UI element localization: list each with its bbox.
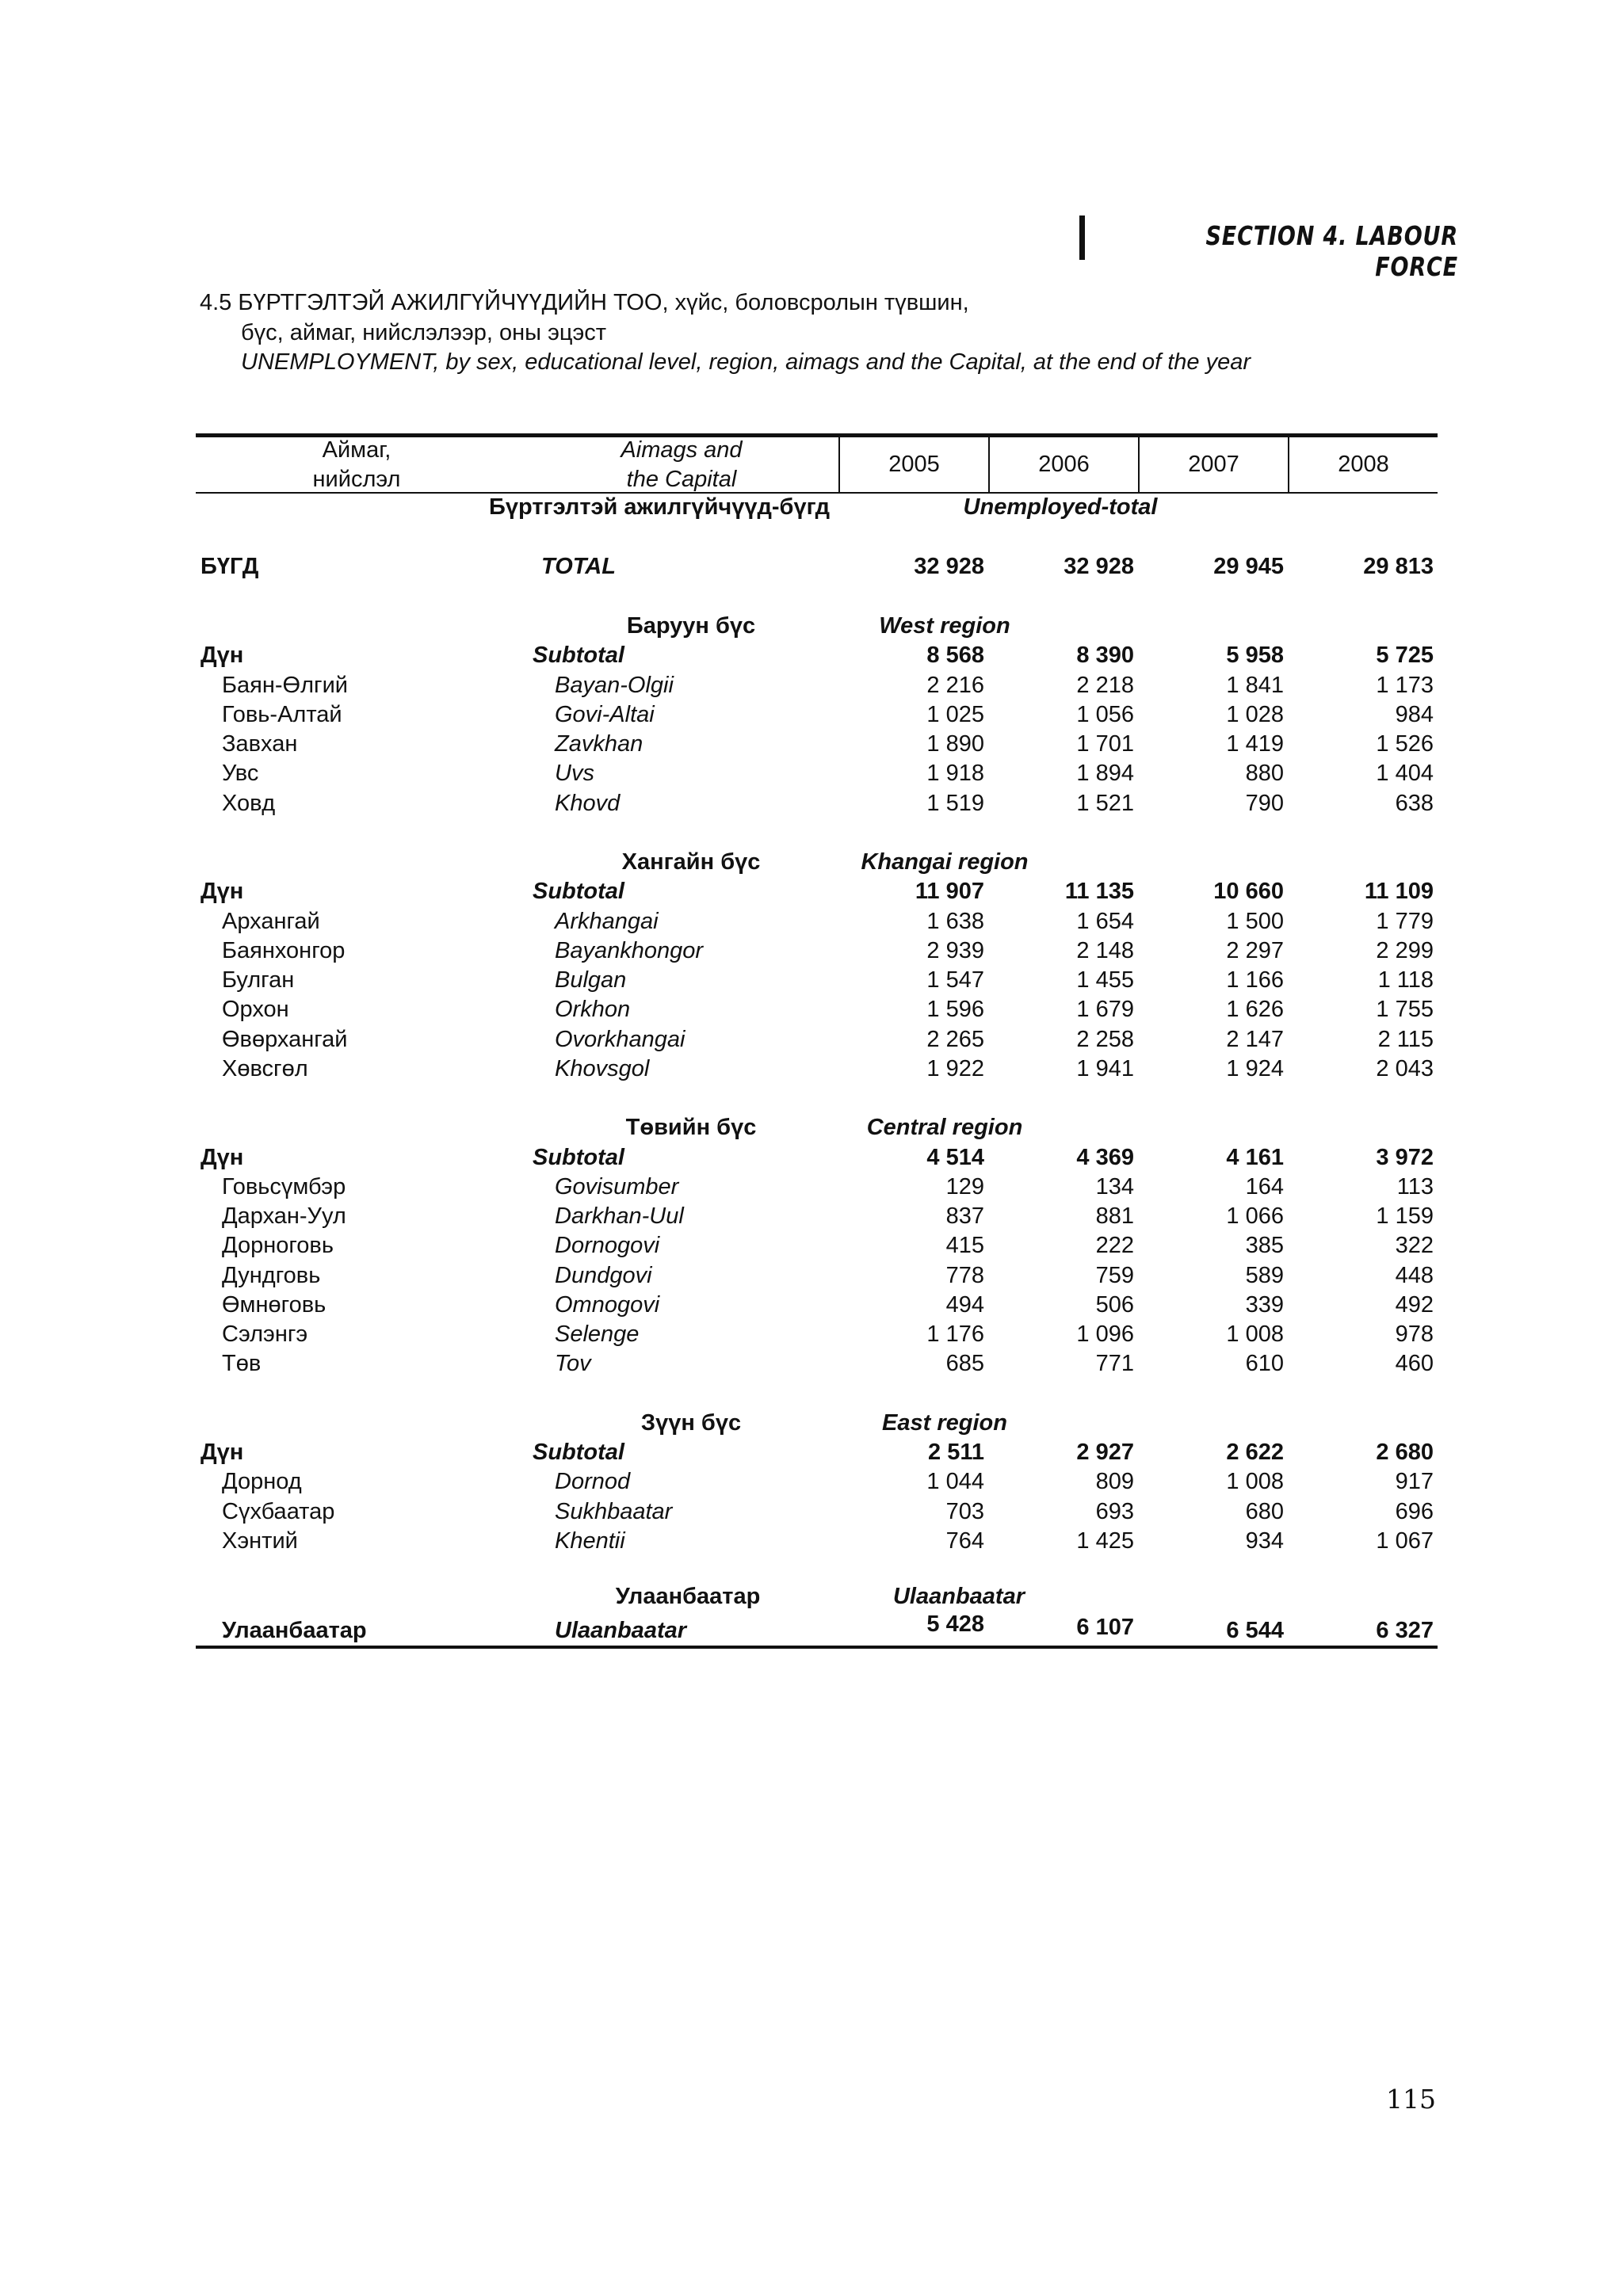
value-cell: 8 390 xyxy=(1076,643,1134,669)
value-cell: 917 xyxy=(1395,1469,1434,1495)
value-cell: 1 519 xyxy=(926,790,984,816)
table-title-en: UNEMPLOYMENT, by sex, educational level, region, aimags and the Capital, at the end of the year xyxy=(241,349,1251,375)
aimag-name-mn: Сэлэнгэ xyxy=(222,1322,308,1347)
aimag-name-mn: Булган xyxy=(222,967,295,993)
value-cell: 1 173 xyxy=(1376,672,1434,698)
aimag-name-en: Darkhan-Uul xyxy=(555,1203,684,1229)
section-title: SECTION 4. LABOUR FORCE xyxy=(1205,220,1458,282)
subtotal-label-en: Subtotal xyxy=(533,643,624,669)
value-cell: 2 939 xyxy=(926,937,984,963)
aimag-name-en: Zavkhan xyxy=(555,731,643,757)
header-year: 2007 xyxy=(1188,452,1239,477)
aimag-name-en: Govi-Altai xyxy=(555,701,655,727)
value-cell: 837 xyxy=(945,1203,984,1229)
capital-heading-en: Ulaanbaatar xyxy=(892,1584,1025,1609)
subtotal-label-en: Subtotal xyxy=(533,1144,624,1170)
value-cell: 2 680 xyxy=(1376,1440,1434,1465)
aimag-name-mn: Төв xyxy=(222,1351,262,1377)
header-year: 2008 xyxy=(1338,452,1389,477)
header-aimag-line2: нийслэл xyxy=(312,467,401,492)
header-aimag-line1: Аймаг, xyxy=(322,437,391,463)
value-cell: 1 890 xyxy=(926,731,984,757)
value-cell: 1 941 xyxy=(1076,1055,1134,1081)
value-cell: 4 514 xyxy=(926,1144,984,1170)
aimag-name-mn: Завхан xyxy=(222,731,298,757)
value-cell: 809 xyxy=(1095,1469,1134,1495)
value-cell: 696 xyxy=(1395,1498,1434,1524)
value-cell: 2 927 xyxy=(1076,1440,1134,1465)
aimag-name-en: Selenge xyxy=(555,1322,640,1347)
value-cell: 6 107 xyxy=(1076,1615,1134,1640)
aimag-name-mn: Хөвсгөл xyxy=(222,1055,308,1081)
value-cell: 11 135 xyxy=(1064,879,1134,905)
region-heading-en: Khangai region xyxy=(861,849,1029,875)
subtotal-label-mn: Дүн xyxy=(200,879,244,905)
value-cell: 6 327 xyxy=(1376,1618,1434,1643)
value-cell: 4 369 xyxy=(1076,1144,1134,1170)
aimag-name-mn: Баянхонгор xyxy=(222,937,346,963)
value-cell: 1 924 xyxy=(1226,1055,1284,1081)
region-heading-en: Central region xyxy=(866,1115,1023,1141)
value-cell: 764 xyxy=(945,1527,984,1554)
aimag-name-en: Dornogovi xyxy=(555,1233,660,1259)
value-cell: 1 008 xyxy=(1226,1469,1284,1495)
aimag-name-mn: Дархан-Уул xyxy=(222,1203,346,1229)
value-cell: 2 511 xyxy=(928,1440,984,1465)
value-cell: 8 568 xyxy=(926,643,984,669)
value-cell: 1 521 xyxy=(1076,790,1134,816)
value-cell: 1 425 xyxy=(1076,1527,1134,1554)
value-cell: 10 660 xyxy=(1213,879,1284,905)
value-cell: 2 147 xyxy=(1226,1026,1284,1052)
value-cell: 1 626 xyxy=(1226,997,1284,1023)
value-cell: 134 xyxy=(1095,1173,1134,1199)
value-cell: 1 025 xyxy=(926,701,984,727)
value-cell: 339 xyxy=(1245,1291,1284,1318)
aimag-name-mn: Орхон xyxy=(222,997,289,1023)
value-cell: 984 xyxy=(1395,701,1434,727)
value-cell: 385 xyxy=(1245,1233,1284,1259)
value-cell: 1 755 xyxy=(1376,997,1434,1023)
value-cell: 771 xyxy=(1095,1351,1134,1377)
value-cell: 113 xyxy=(1396,1173,1434,1199)
value-cell: 322 xyxy=(1395,1233,1434,1259)
value-cell: 1 067 xyxy=(1376,1527,1434,1554)
value-cell: 1 526 xyxy=(1376,731,1434,757)
value-cell: 1 455 xyxy=(1076,967,1134,993)
value-cell: 2 622 xyxy=(1226,1440,1284,1465)
capital-label-en: Ulaanbaatar xyxy=(555,1618,687,1643)
value-cell: 5 958 xyxy=(1226,643,1284,669)
region-heading-mn: Баруун бүс xyxy=(626,613,756,639)
aimag-name-en: Orkhon xyxy=(555,997,631,1023)
header-aimags-line2: the Capital xyxy=(626,467,737,492)
value-cell: 1 419 xyxy=(1226,731,1284,757)
value-cell: 1 918 xyxy=(926,761,984,787)
value-cell: 4 161 xyxy=(1226,1144,1284,1170)
total-label-mn: БҮГД xyxy=(200,554,259,579)
value-cell: 1 159 xyxy=(1376,1203,1434,1229)
subtotal-label-en: Subtotal xyxy=(533,879,624,905)
aimag-name-mn: Дундговь xyxy=(222,1262,321,1288)
value-cell: 2 218 xyxy=(1076,672,1134,698)
value-cell: 589 xyxy=(1245,1262,1284,1288)
value-cell: 759 xyxy=(1095,1262,1134,1288)
value-cell: 2 148 xyxy=(1076,937,1134,963)
value-cell: 978 xyxy=(1395,1322,1434,1347)
value-cell: 32 928 xyxy=(1064,554,1134,579)
value-cell: 11 907 xyxy=(915,879,984,905)
value-cell: 1 066 xyxy=(1226,1203,1284,1229)
header-aimags-line1: Aimags and xyxy=(621,437,743,463)
value-cell: 693 xyxy=(1095,1498,1134,1524)
header-year: 2006 xyxy=(1038,452,1090,477)
aimag-name-mn: Дорноговь xyxy=(222,1233,334,1259)
region-heading-en: East region xyxy=(882,1409,1007,1436)
aimag-name-en: Dornod xyxy=(555,1469,631,1495)
value-cell: 1 779 xyxy=(1376,908,1434,934)
aimag-name-en: Khentii xyxy=(555,1527,625,1554)
value-cell: 29 945 xyxy=(1213,554,1284,579)
value-cell: 610 xyxy=(1245,1351,1284,1377)
value-cell: 415 xyxy=(945,1233,984,1259)
value-cell: 5 428 xyxy=(926,1611,984,1637)
value-cell: 506 xyxy=(1095,1291,1134,1318)
value-cell: 880 xyxy=(1245,761,1284,787)
value-cell: 2 297 xyxy=(1226,937,1284,963)
value-cell: 2 115 xyxy=(1377,1026,1434,1052)
value-cell: 460 xyxy=(1395,1351,1434,1377)
value-cell: 638 xyxy=(1395,790,1434,816)
value-cell: 3 972 xyxy=(1376,1144,1434,1170)
subtotal-label-mn: Дүн xyxy=(200,643,244,669)
subheader-en: Unemployed-total xyxy=(963,494,1158,520)
page-number: 115 xyxy=(1386,2084,1436,2115)
value-cell: 1 044 xyxy=(926,1469,984,1495)
value-cell: 2 216 xyxy=(926,672,984,698)
aimag-name-en: Bayan-Olgii xyxy=(555,672,674,698)
aimag-name-mn: Өвөрхангай xyxy=(222,1026,348,1052)
aimag-name-en: Dundgovi xyxy=(555,1262,652,1288)
value-cell: 494 xyxy=(945,1291,984,1318)
value-cell: 2 299 xyxy=(1376,937,1434,963)
value-cell: 11 109 xyxy=(1364,879,1434,905)
value-cell: 1 008 xyxy=(1226,1322,1284,1347)
value-cell: 448 xyxy=(1395,1262,1434,1288)
value-cell: 1 547 xyxy=(926,967,984,993)
aimag-name-mn: Увс xyxy=(222,761,259,787)
aimag-name-en: Bulgan xyxy=(555,967,627,993)
value-cell: 680 xyxy=(1245,1498,1284,1524)
aimag-name-en: Tov xyxy=(555,1351,591,1377)
aimag-name-en: Khovd xyxy=(555,790,621,816)
table-title-mn-cont: бүс, аймаг, нийслэлээр, оны эцэст xyxy=(241,320,607,345)
table-bottom-rule xyxy=(196,1646,1438,1649)
value-cell: 164 xyxy=(1245,1173,1284,1199)
value-cell: 1 654 xyxy=(1076,908,1134,934)
aimag-name-mn: Ховд xyxy=(222,790,276,816)
value-cell: 1 118 xyxy=(1377,967,1434,993)
table-title-mn: 4.5 БҮРТГЭЛТЭЙ АЖИЛГҮЙЧҮҮДИЙН ТОО, хүйс, боловсролын түвшин, xyxy=(200,290,969,315)
aimag-name-mn: Архангай xyxy=(222,908,320,934)
header-year: 2005 xyxy=(888,452,940,477)
value-cell: 1 679 xyxy=(1076,997,1134,1023)
value-cell: 29 813 xyxy=(1363,554,1434,579)
value-cell: 1 056 xyxy=(1076,701,1134,727)
value-cell: 1 404 xyxy=(1376,761,1434,787)
subtotal-label-mn: Дүн xyxy=(200,1440,244,1465)
total-label-en: TOTAL xyxy=(541,554,616,579)
value-cell: 6 544 xyxy=(1226,1618,1284,1643)
value-cell: 1 176 xyxy=(926,1322,984,1347)
value-cell: 1 638 xyxy=(926,908,984,934)
aimag-name-mn: Говьсүмбэр xyxy=(222,1173,346,1199)
value-cell: 2 043 xyxy=(1376,1055,1434,1081)
value-cell: 1 841 xyxy=(1226,672,1284,698)
subtotal-label-mn: Дүн xyxy=(200,1144,244,1170)
value-cell: 685 xyxy=(945,1351,984,1377)
aimag-name-en: Sukhbaatar xyxy=(555,1498,673,1524)
value-cell: 32 928 xyxy=(914,554,984,579)
aimag-name-mn: Баян-Өлгий xyxy=(222,672,348,698)
region-heading-en: West region xyxy=(879,613,1010,639)
aimag-name-en: Govisumber xyxy=(555,1173,679,1199)
aimag-name-en: Omnogovi xyxy=(555,1291,660,1318)
value-cell: 222 xyxy=(1095,1233,1134,1259)
value-cell: 1 028 xyxy=(1226,701,1284,727)
header-aimags-capital xyxy=(586,436,777,494)
aimag-name-en: Khovsgol xyxy=(555,1055,650,1081)
region-heading-mn: Зүүн бүс xyxy=(640,1409,742,1436)
header-aimag xyxy=(277,436,436,494)
aimag-name-en: Arkhangai xyxy=(555,908,659,934)
value-cell: 492 xyxy=(1395,1291,1434,1318)
value-cell: 1 096 xyxy=(1076,1322,1134,1347)
value-cell: 2 258 xyxy=(1076,1026,1134,1052)
value-cell: 881 xyxy=(1095,1203,1134,1229)
value-cell: 1 500 xyxy=(1226,908,1284,934)
value-cell: 778 xyxy=(945,1262,984,1288)
aimag-name-en: Uvs xyxy=(555,761,594,787)
value-cell: 2 265 xyxy=(926,1026,984,1052)
value-cell: 1 596 xyxy=(926,997,984,1023)
value-cell: 1 894 xyxy=(1076,761,1134,787)
aimag-name-mn: Хэнтий xyxy=(222,1527,298,1554)
aimag-name-mn: Өмнөговь xyxy=(222,1291,327,1318)
aimag-name-en: Bayankhongor xyxy=(555,937,704,963)
value-cell: 1 166 xyxy=(1226,967,1284,993)
capital-heading-mn: Улаанбаатар xyxy=(615,1584,761,1609)
aimag-name-en: Ovorkhangai xyxy=(555,1026,685,1052)
value-cell: 1 922 xyxy=(926,1055,984,1081)
value-cell: 703 xyxy=(945,1498,984,1524)
subheader-mn: Бүртгэлтэй ажилгүйчүүд-бүгд xyxy=(489,494,830,520)
value-cell: 5 725 xyxy=(1376,643,1434,669)
region-heading-mn: Хангайн бүс xyxy=(621,849,761,875)
value-cell: 934 xyxy=(1245,1527,1284,1554)
value-cell: 129 xyxy=(945,1173,984,1199)
aimag-name-mn: Сүхбаатар xyxy=(222,1498,335,1524)
aimag-name-mn: Говь-Алтай xyxy=(222,701,342,727)
value-cell: 1 701 xyxy=(1076,731,1134,757)
section-marker-bar xyxy=(1079,215,1085,260)
aimag-name-mn: Дорнод xyxy=(222,1469,302,1495)
region-heading-mn: Төвийн бүс xyxy=(625,1115,757,1141)
subtotal-label-en: Subtotal xyxy=(533,1440,624,1465)
value-cell: 790 xyxy=(1245,790,1284,816)
capital-label-mn: Улаанбаатар xyxy=(222,1618,367,1643)
